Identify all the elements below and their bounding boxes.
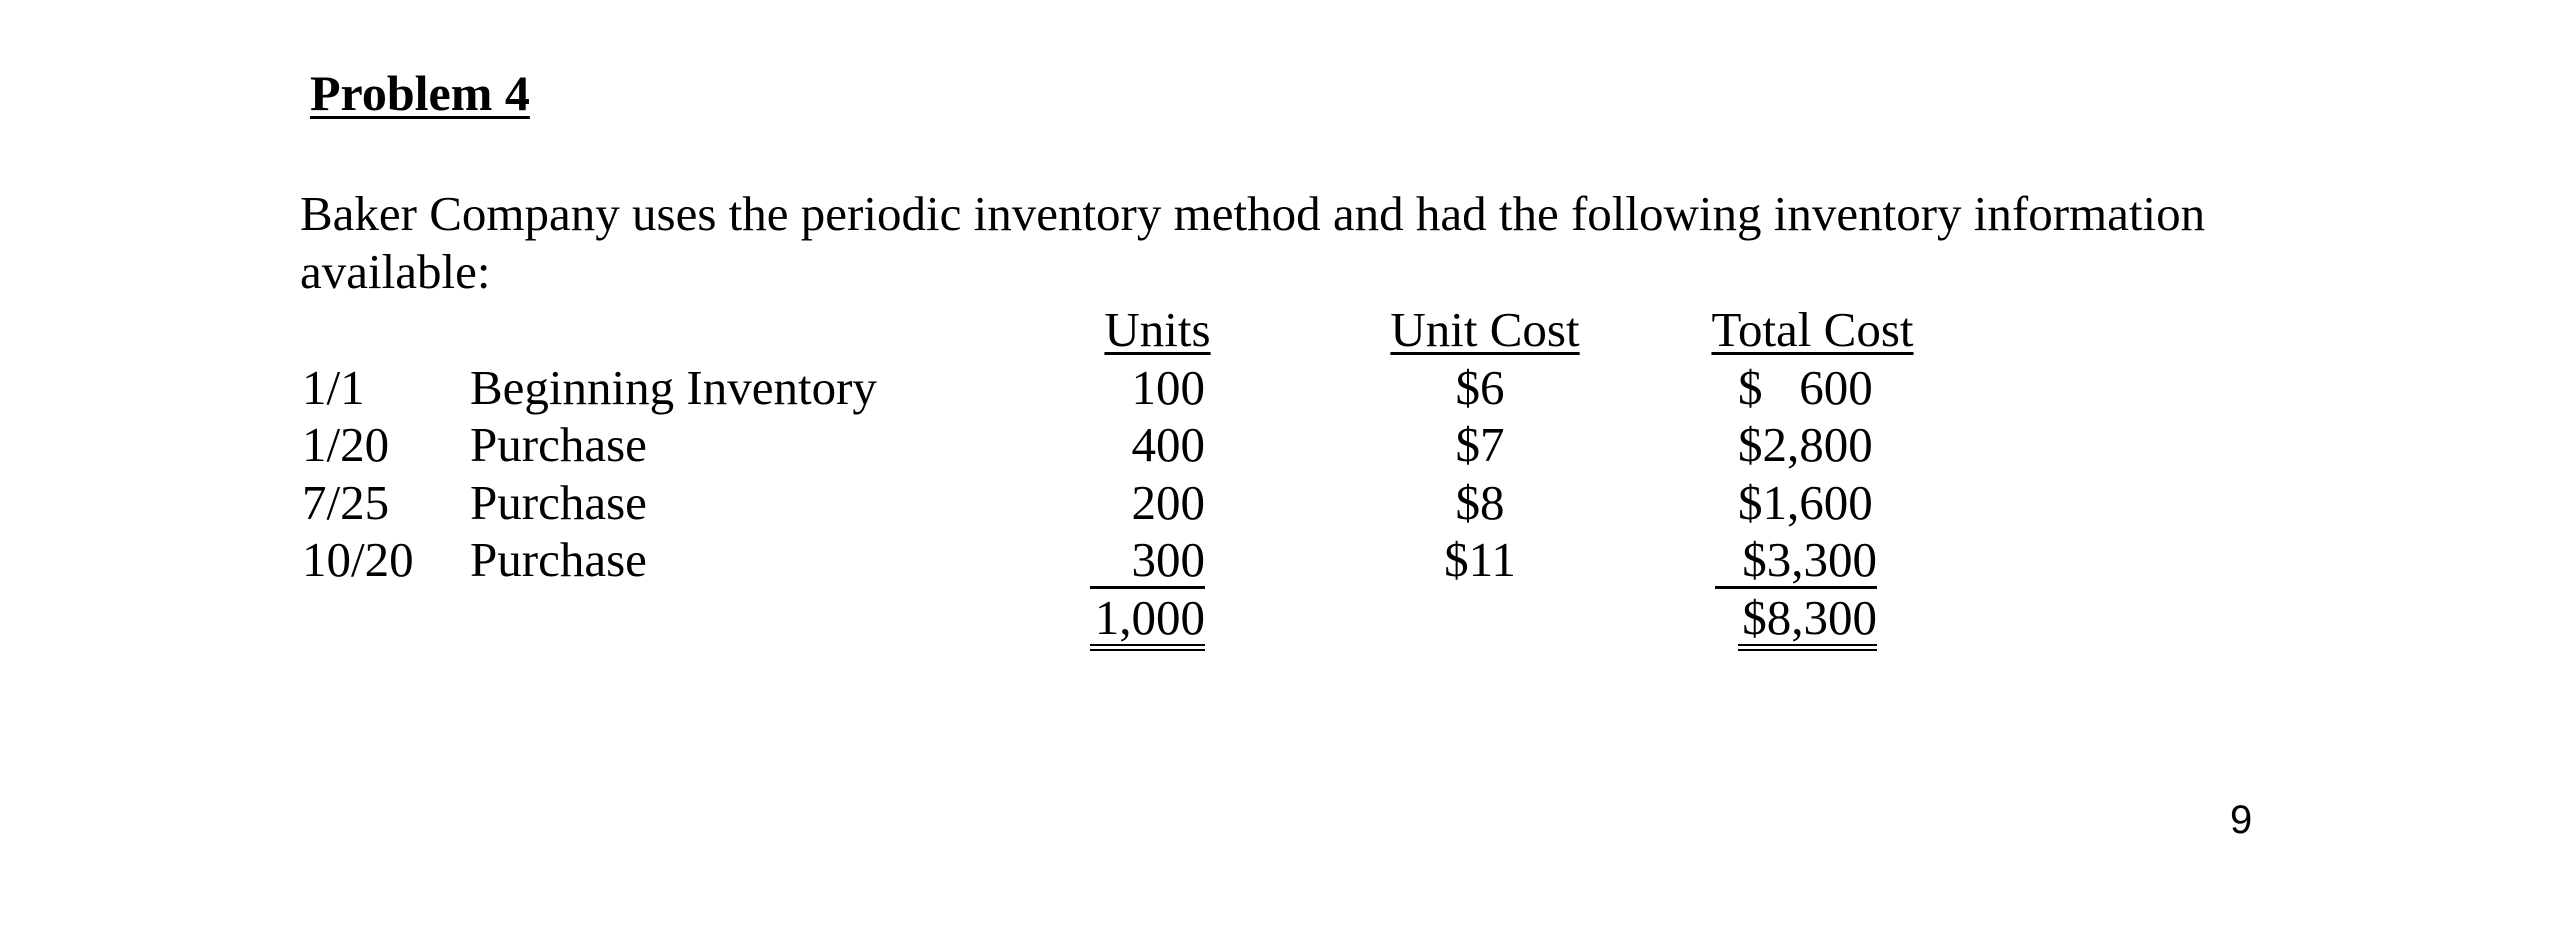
row-total-cost: $2,800: [1738, 417, 1873, 472]
row-description: Purchase: [470, 532, 647, 587]
problem-intro: Baker Company uses the periodic inventory method and had the following inventory information available:: [300, 186, 2206, 299]
row-date: 1/1: [302, 360, 365, 415]
row-unit-cost: $11: [1444, 532, 1516, 587]
row-total-cost: $1,600: [1738, 475, 1873, 530]
row-unit-cost: $6: [1455, 360, 1505, 415]
total-units: 1,000: [1090, 593, 1205, 651]
row-description: Beginning Inventory: [470, 360, 877, 415]
header-units: Units: [1104, 302, 1211, 357]
row-unit-cost: $7: [1455, 417, 1505, 472]
total-cost: $8,300: [1738, 593, 1877, 651]
row-date: 7/25: [302, 475, 390, 530]
row-description: Purchase: [470, 417, 647, 472]
row-units: 300: [1090, 535, 1205, 589]
page-number: 9: [2230, 798, 2253, 842]
row-total-cost: $3,300: [1715, 535, 1877, 589]
row-total-cost: $ 600: [1738, 360, 1873, 415]
row-unit-cost: $8: [1455, 475, 1505, 530]
problem-title: Problem 4: [310, 65, 530, 121]
row-units: 100: [1131, 360, 1205, 415]
row-description: Purchase: [470, 475, 647, 530]
header-unit-cost: Unit Cost: [1390, 302, 1580, 357]
row-date: 10/20: [302, 532, 414, 587]
header-total-cost: Total Cost: [1711, 302, 1914, 357]
row-units: 400: [1131, 417, 1205, 472]
row-units: 200: [1131, 475, 1205, 530]
row-date: 1/20: [302, 417, 390, 472]
